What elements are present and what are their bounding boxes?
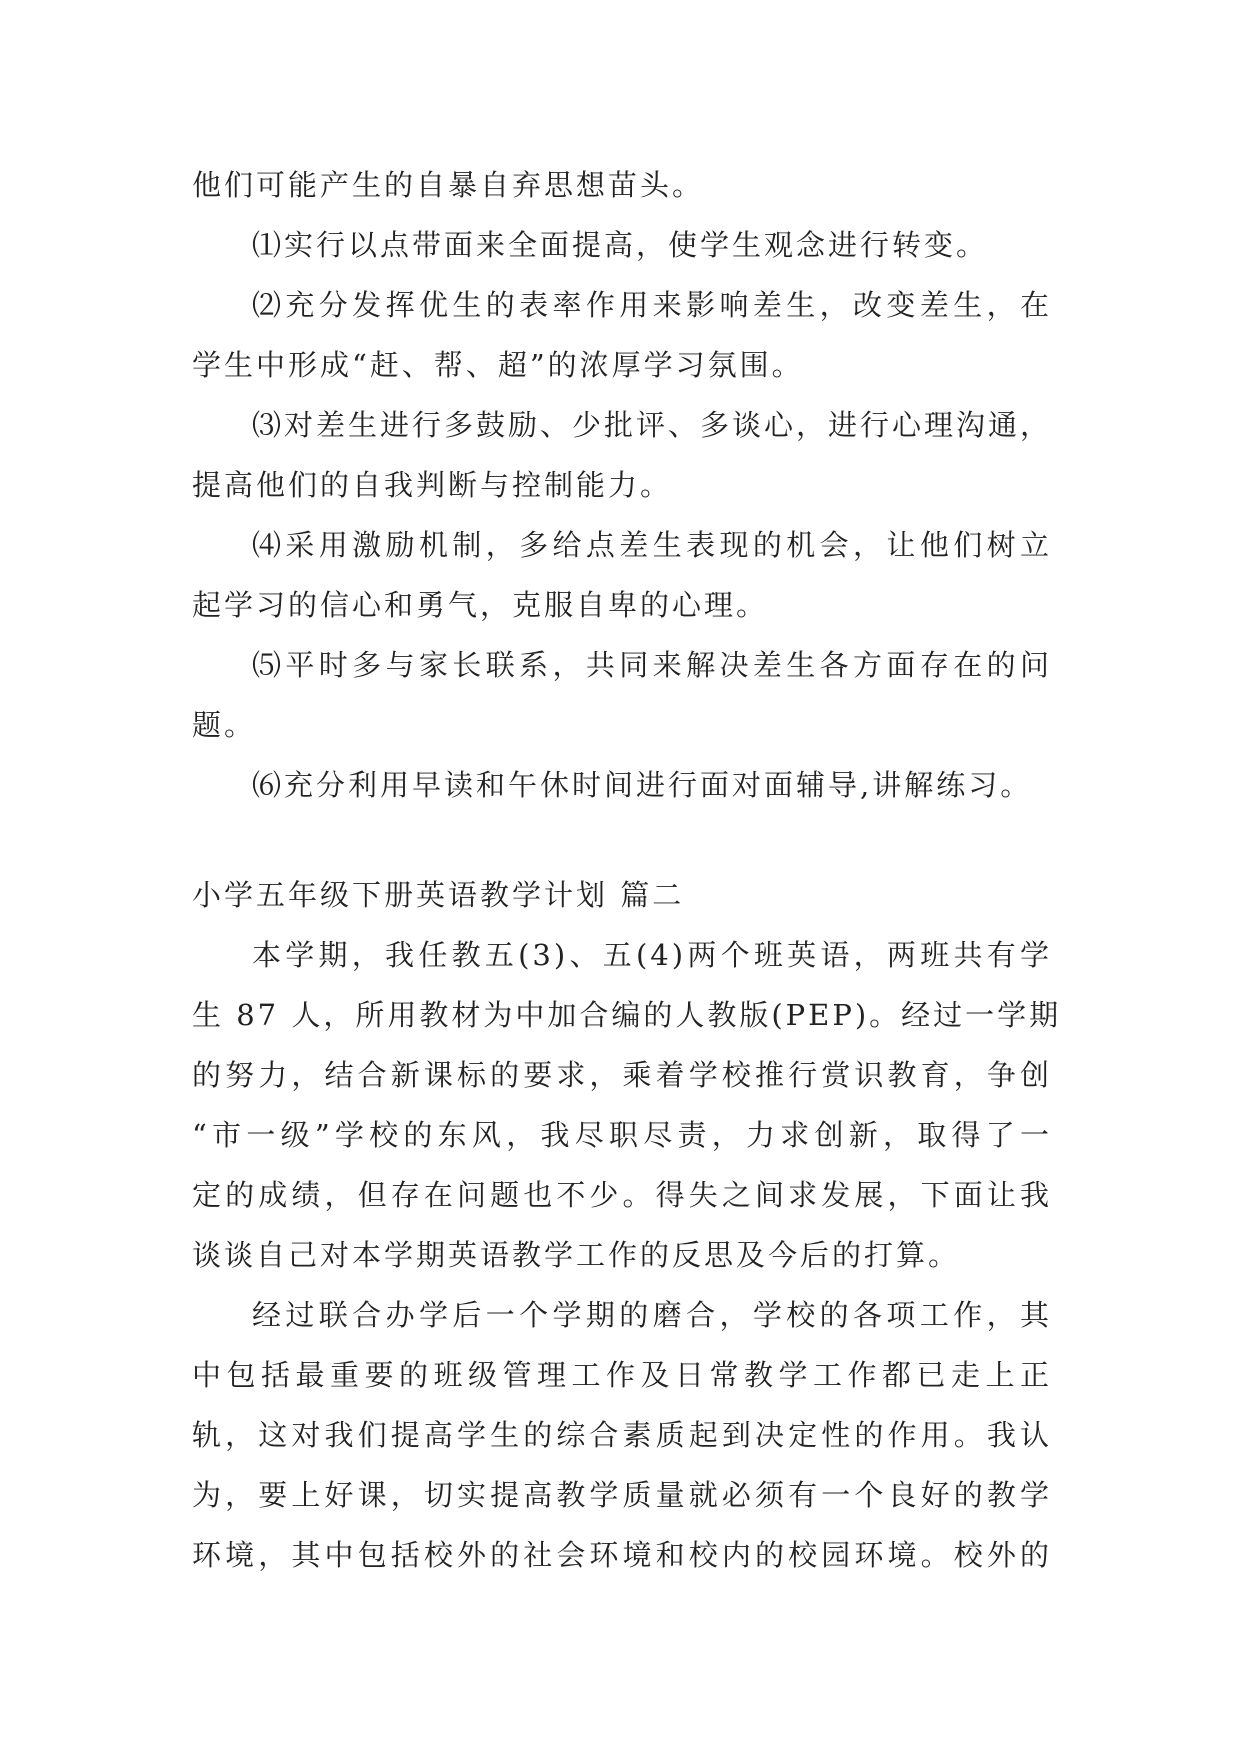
list-item-5-continued: 题。 (192, 708, 257, 742)
paragraph-1-line: 定的成绩，但存在问题也不少。得失之间求发展，下面让我 (192, 1178, 1052, 1212)
paragraph-1-line: “市一级”学校的东风，我尽职尽责，力求创新，取得了一 (192, 1118, 1052, 1152)
list-item-2-continued: 学生中形成“赶、帮、超”的浓厚学习氛围。 (192, 348, 804, 382)
list-item-6: ⑹充分利用早读和午休时间进行面对面辅导,讲解练习。 (252, 768, 1033, 802)
paragraph-1-line: 生 87 人，所用教材为中加合编的人教版(PEP)。经过一学期 (192, 998, 1062, 1032)
paragraph-2-line: 为，要上好课，切实提高教学质量就必须有一个良好的教学 (192, 1478, 1052, 1512)
list-item-4-continued: 起学习的信心和勇气，克服自卑的心理。 (192, 588, 769, 622)
list-item-4: ⑷采用激励机制，多给点差生表现的机会，让他们树立 (252, 528, 1052, 562)
paragraph-2-line: 经过联合办学后一个学期的磨合，学校的各项工作，其 (252, 1298, 1052, 1332)
list-item-1: ⑴实行以点带面来全面提高，使学生观念进行转变。 (252, 228, 989, 262)
section-heading: 小学五年级下册英语教学计划 篇二 (192, 878, 685, 912)
paragraph-1-line: 本学期，我任教五(3)、五(4)两个班英语，两班共有学 (252, 938, 1052, 972)
paragraph-2-line: 中包括最重要的班级管理工作及日常教学工作都已走上正 (192, 1358, 1052, 1392)
list-item-2: ⑵充分发挥优生的表率作用来影响差生，改变差生，在 (252, 288, 1052, 322)
paragraph-1-line: 谈谈自己对本学期英语教学工作的反思及今后的打算。 (192, 1238, 961, 1272)
list-item-3-continued: 提高他们的自我判断与控制能力。 (192, 468, 673, 502)
paragraph-2-line: 环境，其中包括校外的社会环境和校内的校园环境。校外的 (192, 1538, 1052, 1572)
list-item-3: ⑶对差生进行多鼓励、少批评、多谈心，进行心理沟通， (252, 408, 1053, 442)
paragraph-1-line: 的努力，结合新课标的要求，乘着学校推行赏识教育，争创 (192, 1058, 1052, 1092)
document-page (192, 155, 1062, 1585)
text-line: 他们可能产生的自暴自弃思想苗头。 (192, 168, 705, 202)
paragraph-2-line: 轨，这对我们提高学生的综合素质起到决定性的作用。我认 (192, 1418, 1052, 1452)
list-item-5: ⑸平时多与家长联系，共同来解决差生各方面存在的问 (252, 648, 1052, 682)
